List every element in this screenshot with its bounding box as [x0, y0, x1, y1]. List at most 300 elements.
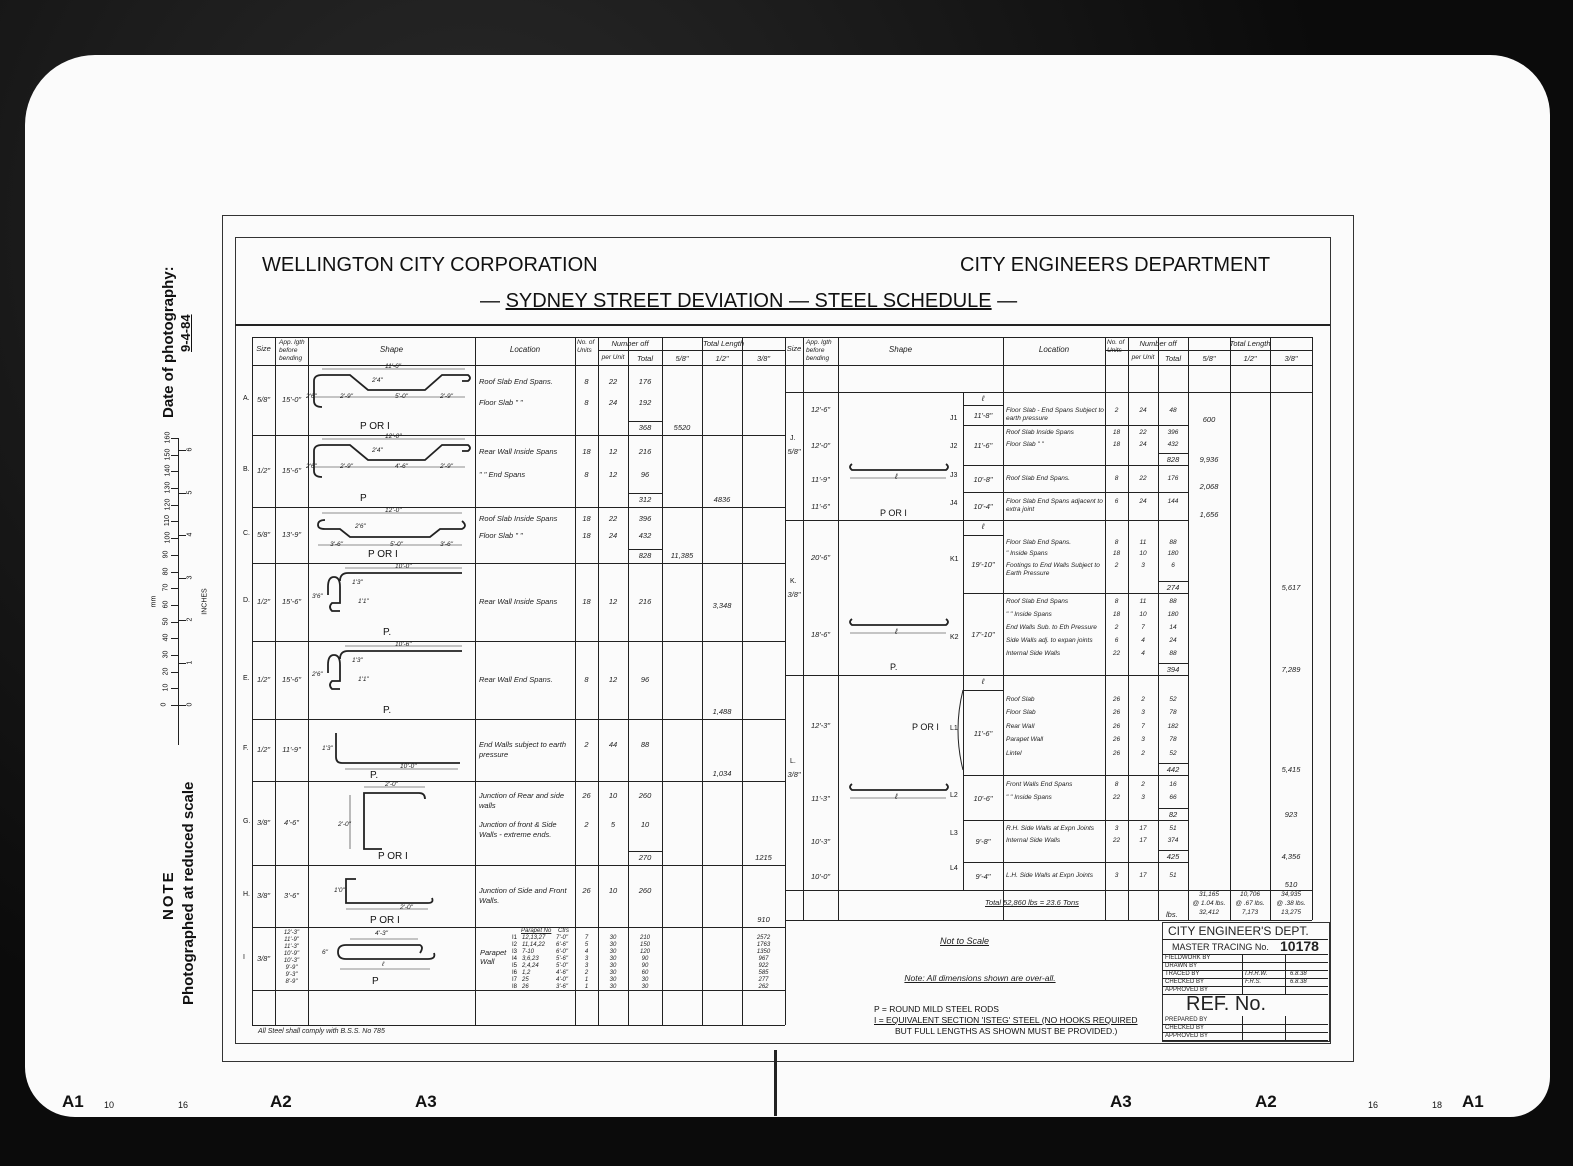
units: 5 [584, 942, 589, 948]
edge-grid-mark: 16 [1368, 1100, 1379, 1110]
edge-grid-mark: 16 [178, 1100, 189, 1110]
dimension-label: 2'-0" [385, 781, 398, 788]
location: Side Walls adj. to expan joints [1006, 637, 1093, 644]
dimension-label: 2'4" [372, 377, 383, 384]
units: 8 [584, 376, 589, 386]
not-to-scale-note: Not to Scale [940, 936, 990, 946]
units: 18 [582, 531, 591, 540]
units: 1 [584, 977, 589, 983]
total: 216 [638, 447, 652, 457]
header-mid-line [1105, 350, 1312, 351]
bar-mark: G. [243, 818, 251, 825]
table-top-border [785, 337, 1312, 338]
i-bar-tag: I6 [512, 970, 518, 976]
per-unit: 3 [1141, 709, 1145, 716]
total: 192 [638, 398, 652, 408]
location: End Walls subject to earth pressure [479, 740, 566, 759]
bar-size: 1/2" [256, 597, 271, 606]
sign-off-label: APPROVED BY [1165, 987, 1209, 993]
app-length: 13'-9" [281, 530, 302, 539]
units: 2 [1114, 624, 1119, 631]
dimension-label: 2'-0" [338, 821, 351, 828]
ruler-mm-label: 100 [164, 531, 172, 544]
dimension-label: 3'-6" [330, 541, 343, 548]
dimension-label: 2'6" [306, 393, 317, 400]
edge-grid-mark: A1 [1462, 1092, 1484, 1111]
per-unit: 10 [1139, 550, 1147, 557]
straight-bar-shape [850, 784, 948, 790]
subtotal-line [1158, 850, 1188, 851]
bar-size: 3/8" [256, 953, 271, 963]
units: 22 [1112, 794, 1121, 802]
units: 8 [584, 398, 589, 408]
dimension-label: 12'-0" [385, 507, 402, 514]
shape-label: P OR I [880, 508, 907, 518]
app-length: 15'-6" [281, 466, 302, 475]
units: 26 [1112, 695, 1121, 703]
ell-length-symbol: ℓ [895, 792, 898, 801]
title-dash-left: — [480, 290, 500, 312]
subtotal: 312 [638, 495, 652, 504]
bar-tag: L4 [950, 865, 958, 872]
total: 88 [1169, 598, 1177, 605]
ref-sign-off-label: APPROVED BY [1165, 1033, 1209, 1039]
header-spacer-line [785, 392, 1312, 393]
units: 18 [582, 447, 591, 457]
units: 7 [584, 935, 589, 941]
bar-tag: L2 [950, 792, 958, 799]
length-c58: 2,068 [1199, 482, 1219, 491]
tb-line [1285, 1016, 1286, 1040]
total: 260 [638, 886, 652, 895]
app-length: 3'-6" [284, 891, 299, 900]
total-c38: @ .38 lbs. [1276, 900, 1306, 907]
column-line [1230, 337, 1231, 920]
location: Roof Slab Inside Spans [1006, 429, 1074, 436]
total: 396 [638, 514, 652, 523]
total: 176 [638, 376, 652, 386]
edge-grid-mark: A3 [415, 1092, 437, 1111]
per-unit: 22 [1139, 429, 1147, 436]
subtotal: 82 [1168, 810, 1178, 819]
bar-tag: J2 [950, 443, 958, 450]
row-line [252, 435, 785, 436]
total: 180 [1167, 550, 1179, 557]
ruler-mm-label: 50 [162, 617, 170, 625]
ref-sign-off-label: CHECKED BY [1165, 1025, 1205, 1031]
location: Roof Slab [1006, 695, 1035, 703]
app-length: 11'-6" [811, 502, 830, 511]
location: Lintel [1006, 749, 1022, 757]
units: 26 [1112, 722, 1121, 730]
header-units: No. of Units [1107, 339, 1125, 354]
location: Front Walls End Spans [1006, 780, 1073, 788]
sub-header-ctrs: Ctrs [558, 928, 569, 934]
length-3-8: 262 [758, 984, 769, 990]
dimension-label: 3'-6" [440, 541, 453, 548]
length-c58: 11,385 [670, 551, 694, 560]
ruler-mm-tick [171, 588, 178, 589]
sign-off-initials: I.H.R.W. [1245, 971, 1268, 977]
sub-row-line [963, 465, 1188, 466]
length-3-8: 2572 [756, 935, 771, 941]
bar-mark: B. [243, 466, 250, 473]
total: 182 [1167, 722, 1179, 730]
per-unit: 17 [1139, 872, 1147, 879]
shape-label: P [360, 493, 367, 504]
column-line [662, 337, 663, 1025]
app-length: 12'-3" [810, 721, 831, 730]
per-unit: 22 [608, 514, 618, 523]
total: 120 [639, 949, 650, 955]
units: 18 [582, 597, 591, 606]
per-unit: 2 [1141, 749, 1145, 757]
ruler-mm-tick [171, 555, 178, 556]
location: Roof Slab End Spans. [479, 376, 553, 386]
units: 26 [582, 790, 591, 800]
dimension-label: 1'1" [358, 676, 369, 683]
subtotal-line [1158, 581, 1188, 582]
bar-length: 7'-0" [556, 935, 568, 941]
table-top-border [252, 337, 785, 338]
total: 176 [1167, 474, 1179, 482]
shape-label: P OR I [368, 549, 398, 560]
sign-off-date: 6.8.38 [1290, 979, 1307, 985]
bar-mark: E. [243, 675, 250, 682]
total: 96 [640, 469, 650, 479]
master-tracing-number: 10178 [1280, 938, 1319, 954]
ruler-mm-tick [171, 488, 178, 489]
organization-name: WELLINGTON CITY CORPORATION [262, 254, 598, 276]
dimensions-note: Note: All dimensions shown are over-all. [904, 973, 1056, 983]
total-c12: 7,173 [1241, 909, 1259, 916]
edge-grid-mark: A2 [270, 1092, 292, 1111]
location: Parapet Wall [1006, 736, 1044, 743]
header-shape: Shape [888, 345, 913, 354]
per-unit: 30 [609, 984, 617, 990]
length-c38: 7,289 [1281, 665, 1301, 674]
ruler-mm-tick [171, 455, 178, 456]
ell-header: ℓ [981, 522, 985, 531]
subtotal-line [628, 549, 662, 550]
dimension-label: 6" [322, 949, 328, 956]
location: Rear Wall [1006, 722, 1035, 730]
subtotal: 425 [1166, 852, 1180, 861]
app-length: 9'-3" [285, 972, 298, 978]
shape-label: P OR I [378, 851, 408, 862]
total-c12: @ .67 lbs. [1235, 900, 1265, 907]
total: 180 [1167, 611, 1179, 618]
bar-size: 1/2" [256, 466, 271, 475]
per-unit: 24 [1139, 407, 1147, 414]
app-length: 15'-0" [281, 395, 302, 404]
per-unit: 7 [1141, 722, 1145, 730]
parapet-numbers: 2,4,24 [522, 963, 539, 969]
units: 8 [584, 469, 589, 479]
app-length: 18'-6" [810, 630, 831, 639]
location: Junction of Side and Front Walls. [479, 886, 567, 905]
ruler-mm-label: 60 [162, 600, 170, 609]
master-tracing-label: MASTER TRACING No. [1172, 942, 1269, 952]
ruler-inch-tick [178, 705, 186, 706]
dimension-label: 10'-6" [395, 641, 412, 648]
location: Rear Wall Inside Spans [479, 597, 558, 606]
header-location: Location [509, 345, 541, 354]
hooked-bar-shape [328, 573, 462, 611]
title-block-dept: CITY ENGINEER'S DEPT. [1168, 924, 1309, 938]
header-1-2: 1/2" [1243, 354, 1257, 363]
ruler-inch-tick [178, 493, 186, 494]
app-length: 15'-6" [281, 675, 302, 684]
units: 22 [1112, 837, 1121, 845]
app-length: 10'-3" [810, 837, 831, 846]
length-c38: 510 [1284, 880, 1298, 889]
length-c38: 5,415 [1281, 765, 1301, 774]
cut-length: 11'-8" [973, 411, 993, 420]
per-unit: 17 [1139, 837, 1147, 845]
per-unit: 2 [1141, 780, 1145, 788]
per-unit: 22 [608, 376, 618, 386]
ruler-mm-label: 0 [160, 702, 168, 707]
note-text: Photographed at reduced scale [180, 781, 197, 1005]
units: 6 [1114, 498, 1119, 505]
legend-p: P = ROUND MILD STEEL RODS [874, 1004, 999, 1014]
app-length: 12'-0" [810, 441, 831, 450]
dimension-label: 2'6" [312, 671, 323, 678]
units: 2 [584, 820, 589, 830]
title-text: SYDNEY STREET DEVIATION — STEEL SCHEDULE [505, 290, 992, 312]
tb-line [1242, 1016, 1243, 1040]
row-line [252, 990, 785, 991]
sub-row-line [963, 675, 1188, 676]
ruler-mm-tick [171, 521, 178, 522]
sub-header-parapet: Parapet No [521, 928, 552, 934]
bent-bar-shape [364, 793, 425, 849]
bar-tag: L3 [950, 830, 958, 837]
bar-length: 6'-6" [556, 942, 568, 948]
ruler-mm-tick [171, 505, 178, 506]
bar-size: 5/8" [256, 395, 271, 404]
per-unit: 10 [608, 790, 618, 800]
dimension-label: 2'6" [355, 523, 366, 530]
ruler-mm-tick [171, 605, 178, 606]
units: 2 [584, 970, 589, 976]
header-location: Location [1038, 345, 1070, 354]
total-weight: Total 52,860 lbs = 23.6 Tons [985, 898, 1079, 907]
bar-size: 1/2" [256, 745, 271, 754]
units: 22 [1112, 650, 1121, 657]
location: " Inside Spans [1006, 550, 1048, 557]
location: Floor Slab " " [479, 398, 523, 408]
dimension-label: 10'-0" [395, 563, 412, 570]
row-line [252, 563, 785, 564]
location: " " End Spans [479, 469, 526, 479]
ruler-mm-label: 40 [162, 633, 170, 642]
units: 18 [1112, 611, 1121, 618]
units: 2 [1114, 561, 1119, 569]
dimension-label: ℓ [382, 961, 385, 968]
bar-size: 5/8" [256, 530, 271, 539]
ruler-inch-label: 4 [186, 532, 194, 537]
ruler-mm-tick [171, 622, 178, 623]
ruler-mm-tick [171, 688, 178, 689]
per-unit: 24 [608, 398, 618, 408]
subtotal: 368 [638, 423, 652, 432]
length-c58: 1,656 [1199, 510, 1219, 519]
app-length: 11'-9" [811, 474, 830, 484]
location: Roof Slab End Spans. [1006, 474, 1070, 482]
location: Floor Slab " " [1006, 441, 1044, 448]
date-of-photography-label: Date of photography: [160, 266, 177, 418]
total: 6 [1171, 561, 1175, 569]
bent-bar-shape [314, 445, 470, 477]
ruler-inches-unit: INCHES [201, 588, 209, 615]
ell-length-symbol: ℓ [895, 627, 898, 636]
shape-label: P. [383, 705, 392, 716]
subtotal: 274 [1166, 583, 1180, 592]
i-bar-tag: I7 [512, 977, 518, 983]
length-subcolumn-line [963, 392, 964, 890]
cut-length: 19'-10" [971, 560, 995, 569]
ruler-mm-unit: mm [150, 595, 158, 608]
ruler-mm-label: 10 [162, 683, 170, 692]
bar-length: 4'-0" [556, 977, 568, 983]
per-unit: 11 [1139, 598, 1147, 605]
location: Junction of front & Side Walls - extreme ends. [479, 820, 557, 840]
bar-tag: K1 [950, 556, 959, 563]
app-length: 11'-3" [811, 793, 830, 803]
units: 8 [1114, 598, 1119, 605]
table-bottom-line [785, 920, 1312, 921]
total: 210 [639, 935, 650, 941]
ruler-inch-label: 6 [186, 447, 194, 452]
subtotal-line [628, 421, 662, 422]
length-c58: 5520 [673, 423, 691, 432]
bar-mark: A. [243, 395, 250, 402]
parapet-numbers: 25 [522, 977, 529, 983]
title-dash-right: — [997, 290, 1018, 312]
cut-length: 10'-8" [973, 474, 993, 484]
units: 1 [584, 984, 589, 990]
steel-compliance-note: All Steel shall comply with B.S.S. No 785 [258, 1028, 385, 1035]
location: " " Inside Spans [1006, 794, 1052, 802]
i-bar-tag: I5 [512, 963, 518, 969]
length-c12: 1,488 [712, 707, 732, 716]
header-1-2: 1/2" [715, 354, 729, 363]
total: 51 [1169, 872, 1177, 879]
total: 60 [641, 970, 649, 976]
total-c58: 32,412 [1199, 909, 1219, 916]
units: 18 [1112, 441, 1121, 448]
units: 26 [582, 886, 591, 895]
units: 8 [1114, 780, 1119, 788]
bent-bar-shape [314, 375, 470, 407]
ruler-axis [178, 438, 179, 745]
tb-line [1162, 1040, 1328, 1041]
per-unit: 24 [1139, 498, 1147, 505]
subtotal-line [1158, 808, 1188, 809]
header-3-8: 3/8" [1284, 354, 1298, 363]
column-line [1188, 337, 1189, 920]
total-c38: 13,275 [1281, 909, 1301, 916]
date-of-photography-value: 9-4-84 [178, 314, 193, 352]
ruler-inch-tick [178, 578, 186, 579]
row-line [252, 865, 785, 866]
units: 3 [1114, 824, 1119, 832]
total: 52 [1169, 749, 1177, 757]
hairpin-bar-shape [338, 945, 434, 959]
length-3-8: 585 [758, 970, 769, 976]
total: 90 [641, 956, 649, 962]
header-units: No. of Units [577, 339, 595, 354]
bar-tag: L1 [950, 725, 958, 732]
units: 4 [584, 949, 589, 955]
ruler-mm-tick [171, 705, 178, 706]
bar-size: 3/8" [787, 590, 801, 599]
length-3-8: 967 [758, 956, 769, 962]
cut-length: 10'-6" [973, 793, 993, 803]
header-app-length: App. lgth before bending [279, 339, 305, 362]
total: 52 [1169, 695, 1177, 703]
bar-length: 4'-6" [556, 970, 568, 976]
bar-mark: C. [243, 530, 250, 537]
ruler-inch-tick [178, 620, 186, 621]
units: 3 [584, 963, 589, 969]
ruler-mm-label: 110 [164, 515, 172, 527]
shape-label: P OR I [912, 722, 939, 732]
bar-mark: J. [790, 435, 796, 442]
parapet-numbers: 7-10 [522, 949, 535, 955]
ell-line [963, 690, 1003, 691]
total: 51 [1169, 824, 1177, 832]
per-unit: 3 [1141, 794, 1145, 802]
total-c12: 10,706 [1240, 891, 1260, 898]
length-c38: 4,356 [1281, 852, 1301, 861]
length-3-8: 922 [758, 963, 769, 969]
units: 2 [584, 740, 589, 749]
total: 78 [1169, 736, 1177, 743]
total: 396 [1167, 429, 1179, 436]
shape-label: P [372, 976, 379, 987]
dimension-label: 1'3" [352, 579, 363, 586]
units: 3 [584, 956, 589, 962]
per-unit: 24 [1139, 441, 1147, 448]
header-3-8: 3/8" [756, 354, 771, 363]
app-length: 12'-6" [810, 404, 831, 414]
total: 24 [1169, 637, 1177, 644]
total: 14 [1169, 624, 1177, 631]
ruler-mm-label: 70 [162, 583, 170, 592]
parapet-numbers: 11,14,22 [522, 942, 545, 948]
column-line [702, 337, 703, 1025]
bent-bar-shape [318, 520, 465, 537]
column-line [838, 337, 839, 920]
ell-line [963, 535, 1003, 536]
bar-size: 3/8" [787, 770, 801, 779]
total: 66 [1169, 794, 1177, 802]
i-bar-tag: I4 [512, 956, 518, 962]
units: 26 [1112, 736, 1121, 743]
per-unit: 11 [1139, 538, 1147, 546]
bar-mark: I [243, 953, 245, 961]
length-c12: 4836 [713, 495, 731, 504]
dimension-label: 2'-9" [340, 463, 353, 470]
dimension-label: 1'3" [352, 657, 363, 664]
per-unit: 10 [608, 886, 618, 895]
length-c38: 5,617 [1281, 583, 1301, 592]
length-c58: 9,936 [1199, 455, 1219, 464]
bar-mark: L. [790, 758, 796, 765]
